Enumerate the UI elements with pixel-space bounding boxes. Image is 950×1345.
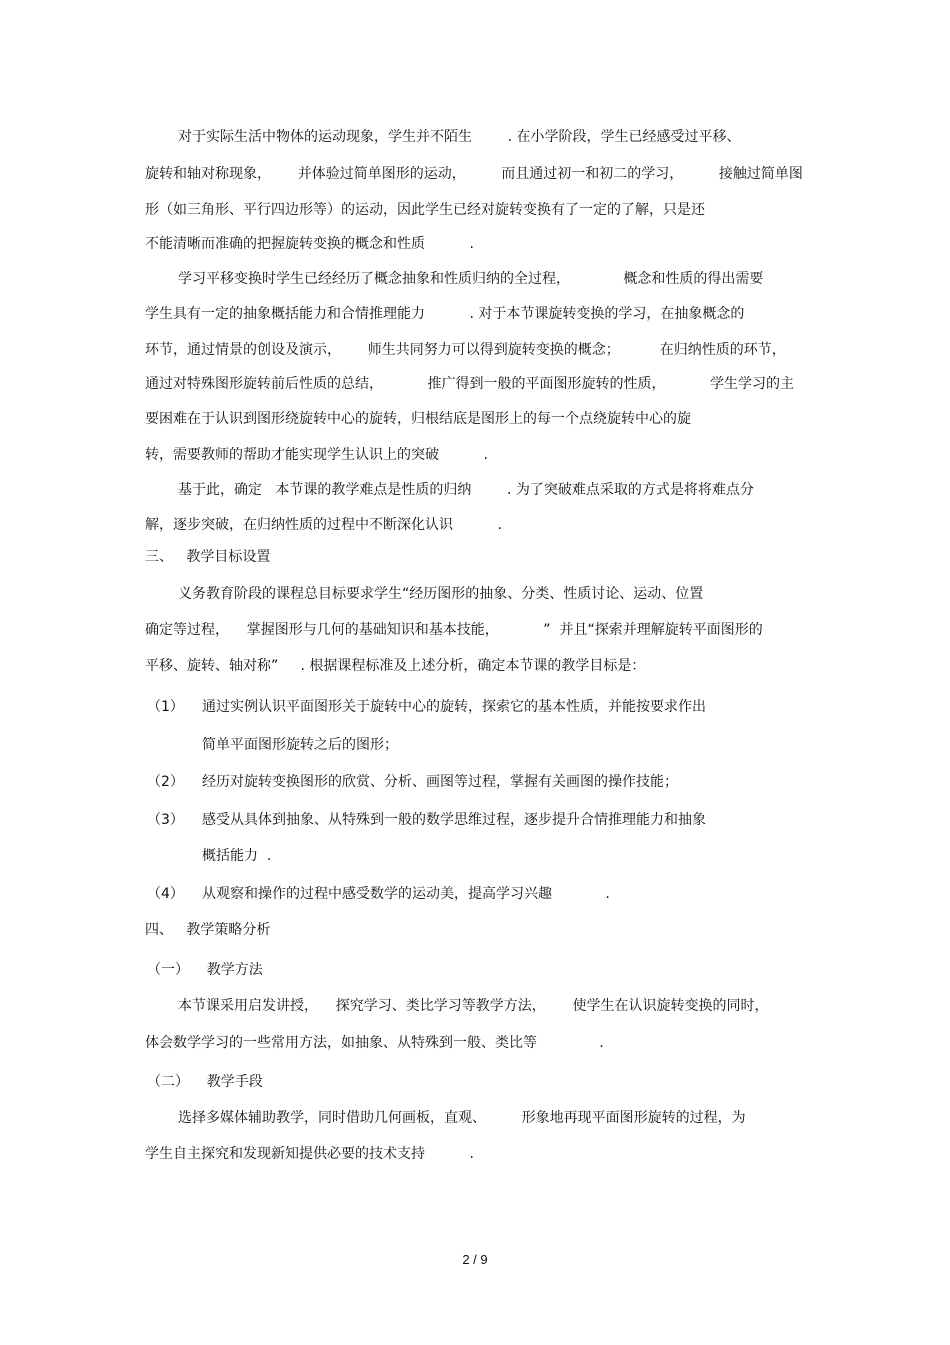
paragraph-2-line-6: 转，需要教师的帮助才能实现学生认识上的突破 .	[145, 447, 488, 463]
section-3-heading: 三、 教学目标设置	[145, 549, 271, 565]
paragraph-2-line-2: 学生具有一定的抽象概括能力和合情推理能力 . 对于本节课旋转变换的学习，在抽象概念的	[145, 306, 745, 322]
paragraph-5-line-1: 本节课采用启发讲授， 探究学习、类比学习等教学方法， 使学生在认识旋转变换的同时，	[178, 998, 769, 1014]
paragraph-1-line-3: 形（如三角形、平行四边形等）的运动，因此学生已经对旋转变换有了一定的了解，只是还	[145, 202, 705, 218]
paragraph-1-line-2: 旋转和轴对称现象， 并体验过简单图形的运动， 而且通过初一和初二的学习， 接触过简单图	[145, 166, 803, 182]
paragraph-6-line-2: 学生自主探究和发现新知提供必要的技术支持 .	[145, 1146, 474, 1162]
goal-2-number: （2）	[147, 774, 184, 790]
goal-3-number: （3）	[147, 812, 184, 828]
goal-3-line-1: 感受从具体到抽象、从特殊到一般的数学思维过程，逐步提升合情推理能力和抽象	[202, 812, 706, 828]
paragraph-3-line-1: 基于此，确定 本节课的教学难点是性质的归纳 . 为了突破难点采取的方式是将将难点分	[178, 482, 754, 498]
paragraph-2-line-4: 通过对特殊图形旋转前后性质的总结， 推广得到一般的平面图形旋转的性质， 学生学习的主	[145, 376, 795, 392]
goal-1-number: （1）	[147, 699, 184, 715]
paragraph-4-line-2: 确定等过程， 掌握图形与几何的基础知识和基本技能， ” 并且“探索并理解旋转平面图形的	[145, 622, 763, 638]
paragraph-5-line-2: 体会数学学习的一些常用方法，如抽象、从特殊到一般、类比等 .	[145, 1035, 604, 1051]
page-number: 2 / 9	[462, 1252, 488, 1267]
section-4-heading: 四、 教学策略分析	[145, 922, 271, 938]
paragraph-1-line-1: 对于实际生活中物体的运动现象，学生并不陌生 . 在小学阶段，学生已经感受过平移、	[178, 129, 741, 145]
goal-2-line-1: 经历对旋转变换图形的欣赏、分析、画图等过程，掌握有关画图的操作技能；	[202, 774, 678, 790]
subsection-2-heading: （二） 教学手段	[147, 1074, 263, 1090]
paragraph-2-line-1: 学习平移变换时学生已经经历了概念抽象和性质归纳的全过程， 概念和性质的得出需要	[178, 271, 764, 287]
goal-4-line-1: 从观察和操作的过程中感受数学的运动美，提高学习兴趣 .	[202, 886, 610, 902]
goal-4-number: （4）	[147, 886, 184, 902]
paragraph-2-line-5: 要困难在于认识到图形绕旋转中心的旋转，归根结底是图形上的每一个点绕旋转中心的旋	[145, 411, 691, 427]
paragraph-1-line-4: 不能清晰而准确的把握旋转变换的概念和性质 .	[145, 236, 474, 252]
goal-3-line-2: 概括能力 .	[202, 848, 272, 864]
paragraph-2-line-3: 环节，通过情景的创设及演示， 师生共同努力可以得到旋转变换的概念； 在归纳性质的环节，	[145, 342, 786, 358]
subsection-1-heading: （一） 教学方法	[147, 962, 263, 978]
paragraph-3-line-2: 解，逐步突破，在归纳性质的过程中不断深化认识 .	[145, 517, 502, 533]
goal-1-line-2: 简单平面图形旋转之后的图形；	[202, 737, 398, 753]
goal-1-line-1: 通过实例认识平面图形关于旋转中心的旋转，探索它的基本性质，并能按要求作出	[202, 699, 706, 715]
paragraph-4-line-3: 平移、旋转、轴对称” . 根据课程标准及上述分析，确定本节课的教学目标是：	[145, 658, 646, 674]
paragraph-6-line-1: 选择多媒体辅助教学，同时借助几何画板，直观、 形象地再现平面图形旋转的过程，为	[178, 1110, 746, 1126]
paragraph-4-line-1: 义务教育阶段的课程总目标要求学生“经历图形的抽象、分类、性质讨论、运动、位置	[178, 586, 704, 602]
